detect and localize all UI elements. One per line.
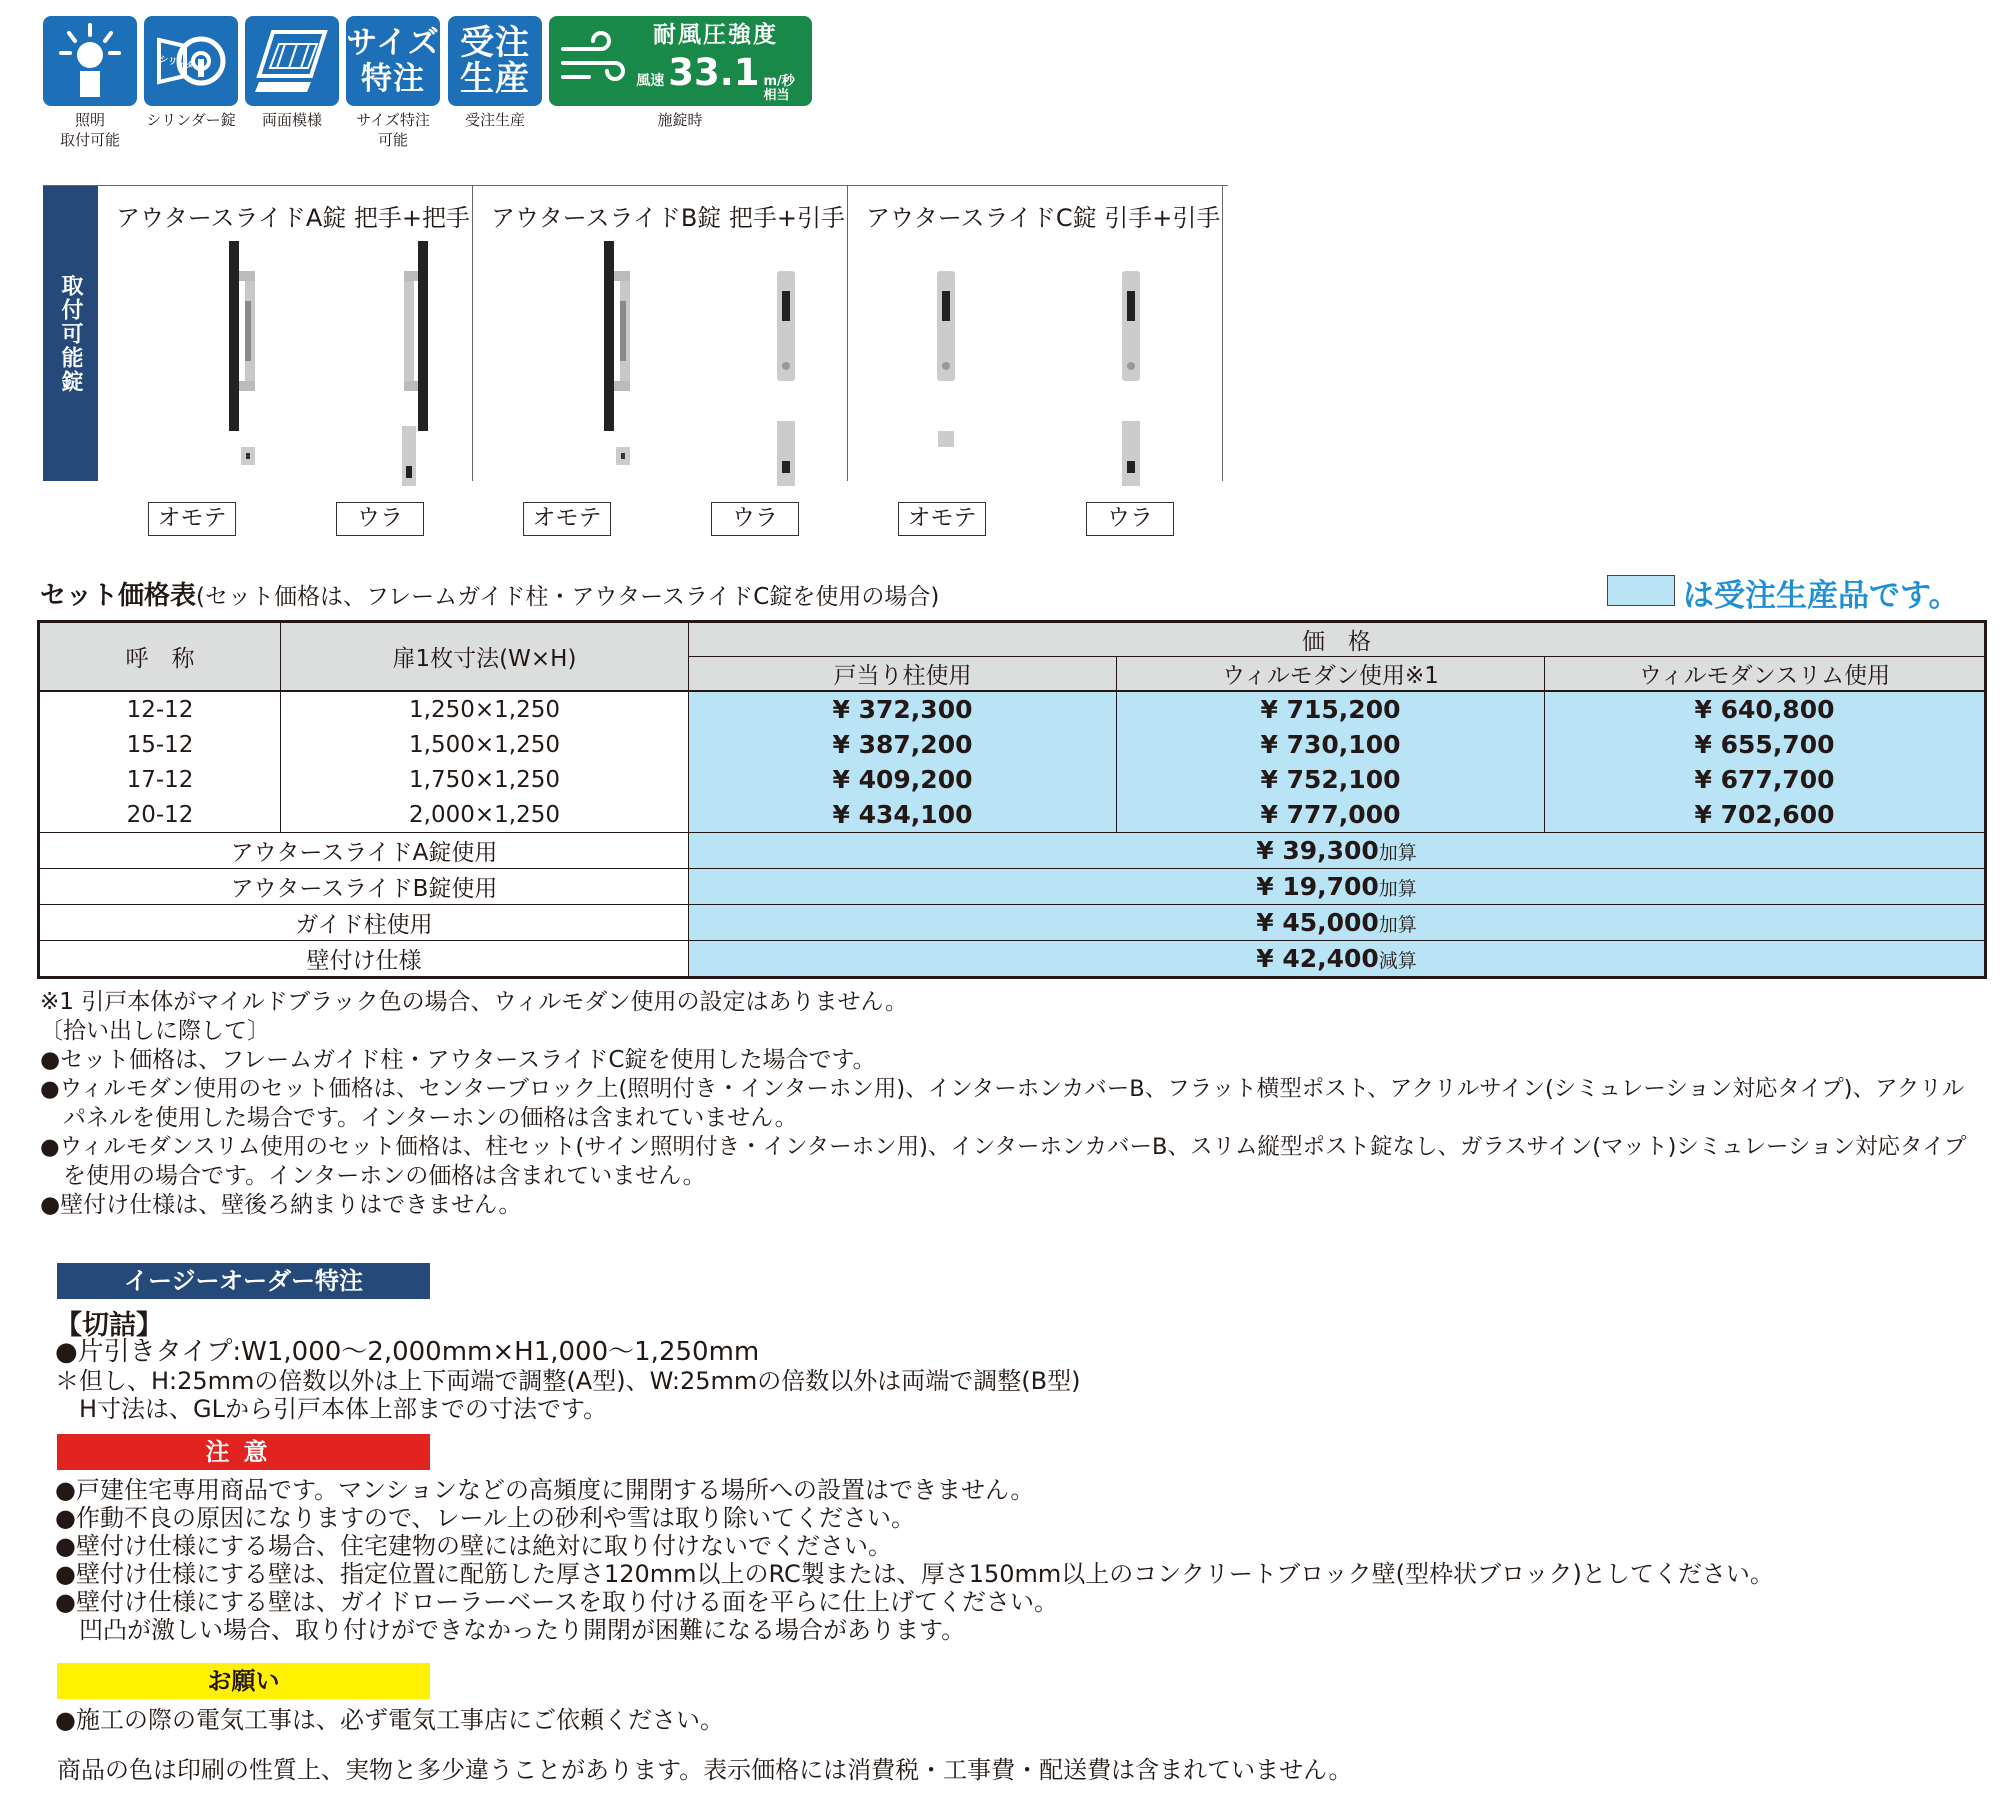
footer-note: 商品の色は印刷の性質上、実物と多少違うことがあります。表示価格には消費税・工事費・配送費は含まれていません。 — [57, 1756, 1353, 1784]
option-label: 壁付け仕様 — [39, 941, 689, 978]
lock-c-front-label: オモテ — [898, 502, 986, 536]
lock-b-front-label: オモテ — [523, 502, 611, 536]
lock-b-back-pull — [773, 271, 803, 491]
price-cell: ¥ 777,000 — [1117, 797, 1545, 833]
caution-line: ●作動不良の原因になりますので、レール上の砂利や雪は取り除いてください。 — [55, 1504, 915, 1532]
wind-title: 耐風圧強度 — [653, 21, 778, 48]
price-cell: ¥ 640,800 — [1545, 691, 1986, 727]
cylinder-lock-icon-badge — [144, 16, 238, 106]
lock-title-a: アウタースライドA錠 把手+把手 — [116, 204, 470, 232]
row-size: 2,000×1,250 — [281, 797, 689, 833]
lock-a-back-label: ウラ — [336, 502, 424, 536]
row-name: 17-12 — [39, 762, 281, 797]
easy-order-line: H寸法は、GLから引戸本体上部までの寸法です。 — [55, 1395, 608, 1423]
table-row-option — [39, 869, 1986, 905]
price-cell: ¥ 730,100 — [1117, 727, 1545, 762]
cylinder-lock-icon — [151, 26, 231, 96]
lock-title-b: アウタースライドB錠 把手+引手 — [491, 204, 846, 232]
caution-line: ●壁付け仕様にする壁は、指定位置に配筋した厚さ120mm以上のRC製または、厚さ150mm以上のコンクリートブロック壁(型枠状ブロック)としてください。 — [55, 1560, 1774, 1588]
table-row-option — [39, 833, 1986, 869]
caution-line: ●戸建住宅専用商品です。マンションなどの高頻度に開閉する場所への設置はできません。 — [55, 1476, 1035, 1504]
size-custom-text-1: サイズ — [346, 25, 440, 61]
legend-swatch — [1607, 575, 1675, 606]
wind-value: 33.1 — [668, 50, 760, 94]
easy-order-line: ＊但し、H:25mmの倍数以外は上下両端で調整(A型)、W:25mmの倍数以外は両端で調整(B型) — [55, 1367, 1081, 1395]
row-name: 20-12 — [39, 797, 281, 833]
note-line: 〔拾い出しに際して〕 — [40, 1018, 270, 1044]
header-col-willmodern: ウィルモダン使用※1 — [1117, 657, 1545, 692]
feature-caption-cylinder: シリンダー錠 — [146, 111, 236, 129]
price-cell: ¥ 655,700 — [1545, 727, 1986, 762]
header-col-willmodern-slim: ウィルモダンスリム使用 — [1545, 657, 1986, 692]
option-price: ¥ 42,400減算 — [689, 941, 1986, 978]
note-line: ●ウィルモダンスリム使用のセット価格は、柱セット(サイン照明付き・インターホン用)、インターホンカバーB、スリム縦型ポスト錠なし、ガラスサイン(マット)シミュレーション対応タイプ — [40, 1134, 1967, 1160]
double-sided-pattern-icon — [255, 26, 329, 96]
option-price: ¥ 19,700加算 — [689, 869, 1986, 905]
request-line: ●施工の際の電気工事は、必ず電気工事店にご依頼ください。 — [55, 1706, 724, 1734]
lock-a-back-handle — [398, 241, 438, 491]
header-size: 扉1枚寸法(W×H) — [281, 622, 689, 692]
row-size: 1,750×1,250 — [281, 762, 689, 797]
price-table-title — [40, 575, 939, 612]
table-row — [39, 797, 1986, 833]
easy-order-text — [55, 1337, 1080, 1423]
price-cell: ¥ 387,200 — [689, 727, 1117, 762]
note-line: ●セット価格は、フレームガイド柱・アウタースライドC錠を使用した場合です。 — [40, 1047, 876, 1073]
size-custom-icon — [346, 16, 440, 106]
table-row-option — [39, 905, 1986, 941]
request-text — [55, 1706, 724, 1734]
lock-panel — [43, 185, 1228, 481]
wind-unit-bottom: 相当 — [763, 87, 790, 103]
caution-line: 凹凸が激しい場合、取り付けができなかったり開閉が困難になる場合があります。 — [55, 1616, 966, 1644]
request-bar: お願い — [57, 1663, 430, 1699]
table-notes — [40, 988, 1966, 1220]
caution-line: ●壁付け仕様にする壁は、ガイドローラーベースを取り付ける面を平らに仕上げてください。 — [55, 1588, 1059, 1616]
header-name: 呼 称 — [39, 622, 281, 692]
cylinder-icon-text: シリンダー — [158, 54, 204, 74]
option-price: ¥ 39,300加算 — [689, 833, 1986, 869]
made-to-order-text-1: 受注 — [460, 23, 530, 63]
easy-order-head: 【切詰】 — [55, 1310, 163, 1341]
note-line: ※1 引戸本体がマイルドブラック色の場合、ウィルモダン使用の設定はありません。 — [40, 989, 908, 1015]
lock-col-a — [98, 186, 473, 481]
lock-col-b — [473, 186, 848, 481]
feature-caption-order: 受注生産 — [464, 111, 525, 129]
light-icon-badge — [43, 16, 137, 106]
made-to-order-icon — [448, 16, 542, 106]
note-line: ●壁付け仕様は、壁後ろ納まりはできません。 — [40, 1192, 522, 1218]
header-col-doorstop: 戸当り柱使用 — [689, 657, 1117, 692]
price-cell: ¥ 434,100 — [689, 797, 1117, 833]
lock-title-c: アウタースライドC錠 引手+引手 — [866, 204, 1221, 232]
price-table-title-main: セット価格表 — [40, 581, 197, 611]
feature-caption-pattern: 両面模様 — [261, 111, 322, 129]
easy-order-line: ●片引きタイプ:W1,000～2,000mm×H1,000～1,250mm — [55, 1337, 760, 1367]
easy-order-bar: イージーオーダー特注 — [57, 1263, 430, 1299]
price-cell: ¥ 752,100 — [1117, 762, 1545, 797]
price-cell: ¥ 409,200 — [689, 762, 1117, 797]
wind-icon — [559, 31, 629, 91]
table-row — [39, 762, 1986, 797]
header-price: 価 格 — [689, 622, 1986, 657]
row-size: 1,250×1,250 — [281, 691, 689, 727]
lock-c-back-label: ウラ — [1086, 502, 1174, 536]
row-size: 1,500×1,250 — [281, 727, 689, 762]
note-line: を使用の場合です。インターホンの価格は含まれていません。 — [40, 1163, 706, 1189]
lock-side-label: 取付可能錠 — [43, 186, 98, 481]
feature-caption-wind: 施錠時 — [657, 111, 703, 129]
option-label: ガイド柱使用 — [39, 905, 689, 941]
wind-unit-top: m/秒 — [763, 73, 795, 89]
lock-a-front-label: オモテ — [148, 502, 236, 536]
price-cell: ¥ 677,700 — [1545, 762, 1986, 797]
caution-line: ●壁付け仕様にする場合、住宅建物の壁には絶対に取り付けないでください。 — [55, 1532, 892, 1560]
legend-text: は受注生産品です。 — [1683, 578, 1960, 614]
wind-label: 風速 — [636, 72, 665, 89]
feature-caption-light: 照明 取付可能 — [59, 111, 120, 149]
option-price: ¥ 45,000加算 — [689, 905, 1986, 941]
table-row — [39, 727, 1986, 762]
table-row — [39, 691, 1986, 727]
lock-a-front-handle — [223, 241, 263, 481]
table-row-option — [39, 941, 1986, 978]
lock-c-front-pull — [933, 271, 963, 451]
lock-b-back-label: ウラ — [711, 502, 799, 536]
double-sided-pattern-icon-badge — [245, 16, 339, 106]
size-custom-text-2: 特注 — [361, 61, 425, 97]
caution-bar: 注意 — [57, 1434, 430, 1470]
made-to-order-text-2: 生産 — [460, 59, 530, 99]
light-icon — [55, 21, 125, 101]
option-label: アウタースライドB錠使用 — [39, 869, 689, 905]
note-line: ●ウィルモダン使用のセット価格は、センターブロック上(照明付き・インターホン用)、インターホンカバーB、フラット横型ポスト、アクリルサイン(シミュレーション対応タイプ)、アクリル — [40, 1076, 1965, 1102]
price-cell: ¥ 702,600 — [1545, 797, 1986, 833]
price-table — [37, 620, 1987, 979]
row-name: 15-12 — [39, 727, 281, 762]
price-cell: ¥ 715,200 — [1117, 691, 1545, 727]
wind-resistance-badge — [549, 16, 812, 106]
lock-col-c — [848, 186, 1223, 481]
row-name: 12-12 — [39, 691, 281, 727]
caution-text — [55, 1476, 1774, 1644]
price-table-subtitle: (セット価格は、フレームガイド柱・アウタースライドC錠を使用の場合) — [196, 584, 940, 610]
option-label: アウタースライドA錠使用 — [39, 833, 689, 869]
price-cell: ¥ 372,300 — [689, 691, 1117, 727]
lock-c-back-pull — [1118, 271, 1148, 491]
note-line: パネルを使用した場合です。インターホンの価格は含まれていません。 — [40, 1105, 798, 1131]
feature-caption-size: サイズ特注 可能 — [356, 111, 430, 149]
lock-b-front-handle — [598, 241, 638, 481]
